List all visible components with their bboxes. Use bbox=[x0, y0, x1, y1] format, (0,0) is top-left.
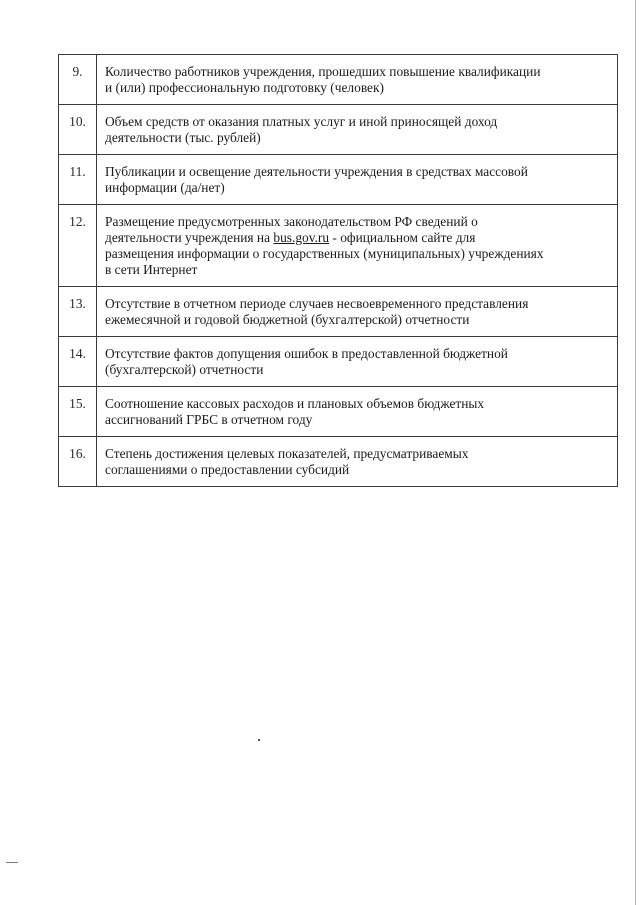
description-text: - официальном сайте для bbox=[329, 230, 476, 245]
description-line: Отсутствие в отчетном периоде случаев несвоевременного представления bbox=[105, 296, 529, 311]
row-description bbox=[97, 205, 618, 287]
description-line: Количество работников учреждения, прошедших повышение квалификации bbox=[105, 64, 541, 79]
row-number: 12. bbox=[59, 205, 97, 287]
table-row bbox=[59, 55, 618, 105]
description-line: в сети Интернет bbox=[105, 262, 198, 277]
description-line: Размещение предусмотренных законодательством РФ сведений о bbox=[105, 214, 478, 229]
table-row bbox=[59, 437, 618, 487]
description-line: размещения информации о государственных (муниципальных) учреждениях bbox=[105, 246, 544, 261]
row-number: 9. bbox=[59, 55, 97, 105]
description-line: деятельности (тыс. рублей) bbox=[105, 130, 261, 145]
bus-gov-link[interactable]: bus.gov.ru bbox=[273, 230, 330, 245]
table-row bbox=[59, 105, 618, 155]
description-line: Степень достижения целевых показателей, предусматриваемых bbox=[105, 446, 469, 461]
row-description bbox=[97, 337, 618, 387]
description-line: Отсутствие фактов допущения ошибок в предоставленной бюджетной bbox=[105, 346, 508, 361]
table-row bbox=[59, 287, 618, 337]
scan-mark bbox=[6, 862, 18, 863]
table-row bbox=[59, 337, 618, 387]
description-line: (бухгалтерской) отчетности bbox=[105, 362, 264, 377]
row-description bbox=[97, 105, 618, 155]
description-line: и (или) профессиональную подготовку (человек) bbox=[105, 80, 384, 95]
row-number: 11. bbox=[59, 155, 97, 205]
row-number: 15. bbox=[59, 387, 97, 437]
description-line: соглашениями о предоставлении субсидий bbox=[105, 462, 350, 477]
page-edge-line bbox=[635, 0, 636, 905]
table-row bbox=[59, 205, 618, 287]
description-line: Объем средств от оказания платных услуг и иной приносящей доход bbox=[105, 114, 498, 129]
description-line: ежемесячной и годовой бюджетной (бухгалтерской) отчетности bbox=[105, 312, 470, 327]
row-description bbox=[97, 155, 618, 205]
row-description bbox=[97, 287, 618, 337]
description-line: Публикации и освещение деятельности учреждения в средствах массовой bbox=[105, 164, 528, 179]
row-number: 16. bbox=[59, 437, 97, 487]
description-line: информации (да/нет) bbox=[105, 180, 225, 195]
table-row bbox=[59, 155, 618, 205]
row-number: 13. bbox=[59, 287, 97, 337]
description-line bbox=[105, 230, 611, 246]
row-description bbox=[97, 55, 618, 105]
row-number: 10. bbox=[59, 105, 97, 155]
description-line: ассигнований ГРБС в отчетном году bbox=[105, 412, 313, 427]
scan-speck bbox=[258, 739, 260, 741]
criteria-table bbox=[58, 54, 618, 487]
row-number: 14. bbox=[59, 337, 97, 387]
row-description bbox=[97, 387, 618, 437]
table-row bbox=[59, 387, 618, 437]
description-text: деятельности учреждения на bbox=[105, 230, 274, 245]
row-description bbox=[97, 437, 618, 487]
description-line: Соотношение кассовых расходов и плановых объемов бюджетных bbox=[105, 396, 485, 411]
